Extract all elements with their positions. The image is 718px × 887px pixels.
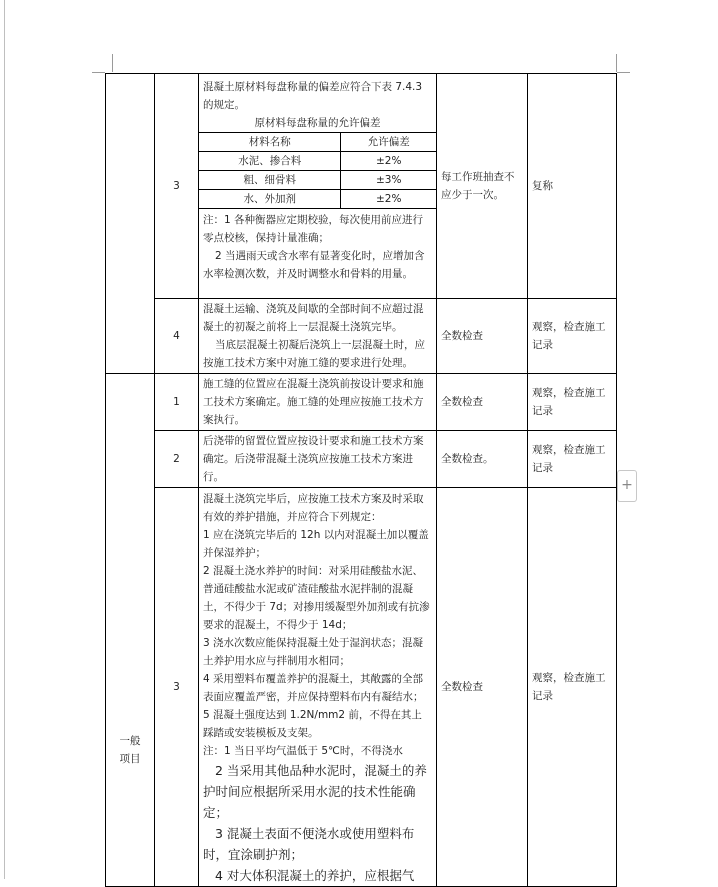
add-row-button[interactable]: + (617, 470, 637, 502)
category-label: 项目 (119, 753, 141, 765)
table-row (106, 488, 617, 887)
quantity-cell: 全数检查。 (437, 431, 528, 488)
crop-mark-right-horizontal (617, 72, 630, 73)
requirement-text: 混凝土运输、浇筑及间歇的全部时间不应超过混凝土的初凝之前将上一层混凝土浇筑完毕。 (203, 303, 424, 333)
requirement-cell: 后浇带的留置位置应按设计要求和施工技术方案确定。后浇带混凝土浇筑应按施工技术方案进行。 (199, 431, 437, 488)
tolerance-value: ±2% (341, 152, 436, 171)
requirement-text: 注：1 当日平均气温低于 5℃时，不得浇水 (203, 745, 403, 757)
requirement-text: 5 混凝土强度达到 1.2N/mm2 前，不得在其上踩踏或安装模板及支架。 (203, 709, 422, 739)
tolerance-table (199, 132, 436, 209)
inner-table-title: 原材料每盘称量的允许偏差 (254, 117, 381, 129)
requirement-cell (199, 488, 437, 887)
requirement-text: 1 应在浇筑完毕后的 12h 以内对混凝土加以覆盖并保湿养护； (203, 529, 429, 559)
item-number: 4 (155, 299, 199, 374)
tolerance-material: 粗、细骨料 (199, 171, 341, 190)
table-row (106, 431, 617, 488)
quantity-cell: 全数检查 (437, 374, 528, 431)
category-cell-main (106, 74, 155, 374)
method-cell: 观察，检查施工记录 (528, 374, 617, 431)
method-cell: 观察，检查施工记录 (528, 431, 617, 488)
method-cell: 观察，检查施工记录 (528, 299, 617, 374)
table-row (106, 74, 617, 299)
requirement-text: 2 当采用其他品种水泥时，混凝土的养护时间应根据所采用水泥的技术性能确定； (203, 763, 427, 820)
requirement-text: 混凝土浇筑完毕后，应按施工技术方案及时采取有效的养护措施，并应符合下列规定： (203, 493, 424, 523)
category-cell-general (106, 374, 155, 887)
requirement-cell (199, 74, 437, 299)
note-1: 注：1 各种衡器应定期校验，每次使用前应进行零点校核，保持计量准确； (203, 214, 424, 244)
crop-mark-right-vertical (616, 54, 617, 72)
crop-mark-left-horizontal (92, 72, 105, 73)
quantity-cell: 全数检查 (437, 488, 528, 887)
tolerance-header-material: 材料名称 (199, 133, 341, 152)
requirement-text: 3 混凝土表面不便浇水或使用塑料布时，宜涂刷护剂； (203, 826, 415, 862)
quantity-cell: 每工作班抽查不应少于一次。 (437, 74, 528, 299)
category-label: 一般 (119, 735, 141, 747)
requirement-cell (199, 299, 437, 374)
method-cell: 复称 (528, 74, 617, 299)
item-number: 2 (155, 431, 199, 488)
inspection-table (105, 73, 617, 887)
requirement-text: 4 对大体积混凝土的养护，应根据气 (215, 868, 415, 883)
requirement-text: 3 浇水次数应能保持混凝土处于湿润状态；混凝土养护用水应与拌制用水相同； (203, 637, 424, 667)
page-edge (4, 0, 5, 879)
tolerance-material: 水、外加剂 (199, 190, 341, 209)
table-row (106, 374, 617, 431)
tolerance-header-deviation: 允许偏差 (341, 133, 436, 152)
item-number: 3 (155, 488, 199, 887)
requirement-intro: 混凝土原材料每盘称量的偏差应符合下表 7.4.3 的规定。 (203, 81, 423, 111)
item-number: 1 (155, 374, 199, 431)
crop-mark-left-vertical (112, 54, 113, 72)
requirement-text: 当底层混凝土初凝后浇筑上一层混凝土时，应按施工技术方案中对施工缝的要求进行处理。 (203, 339, 425, 369)
quantity-cell: 全数检查 (437, 299, 528, 374)
tolerance-value: ±2% (341, 190, 436, 209)
requirement-text: 2 混凝土浇水养护的时间：对采用硅酸盐水泥、普通硅酸盐水泥或矿渣硅酸盐水泥拌制的混凝土，不得少于 7d；对掺用缓凝型外加剂或有抗渗要求的混凝土，不得少于 14d； (203, 565, 430, 631)
requirement-text: 4 采用塑料布覆盖养护的混凝土，其敞露的全部表面应覆盖严密，并应保持塑料布内有凝结水； (203, 673, 424, 703)
method-cell: 观察，检查施工记录 (528, 488, 617, 887)
tolerance-value: ±3% (341, 171, 436, 190)
table-row (106, 299, 617, 374)
note-2: 2 当遇雨天或含水率有显著变化时，应增加含水率检测次数，并及时调整水和骨料的用量。 (203, 250, 425, 280)
tolerance-material: 水泥、掺合料 (199, 152, 341, 171)
requirement-cell: 施工缝的位置应在混凝土浇筑前按设计要求和施工技术方案确定。施工缝的处理应按施工技术方案执行。 (199, 374, 437, 431)
item-number: 3 (155, 74, 199, 299)
